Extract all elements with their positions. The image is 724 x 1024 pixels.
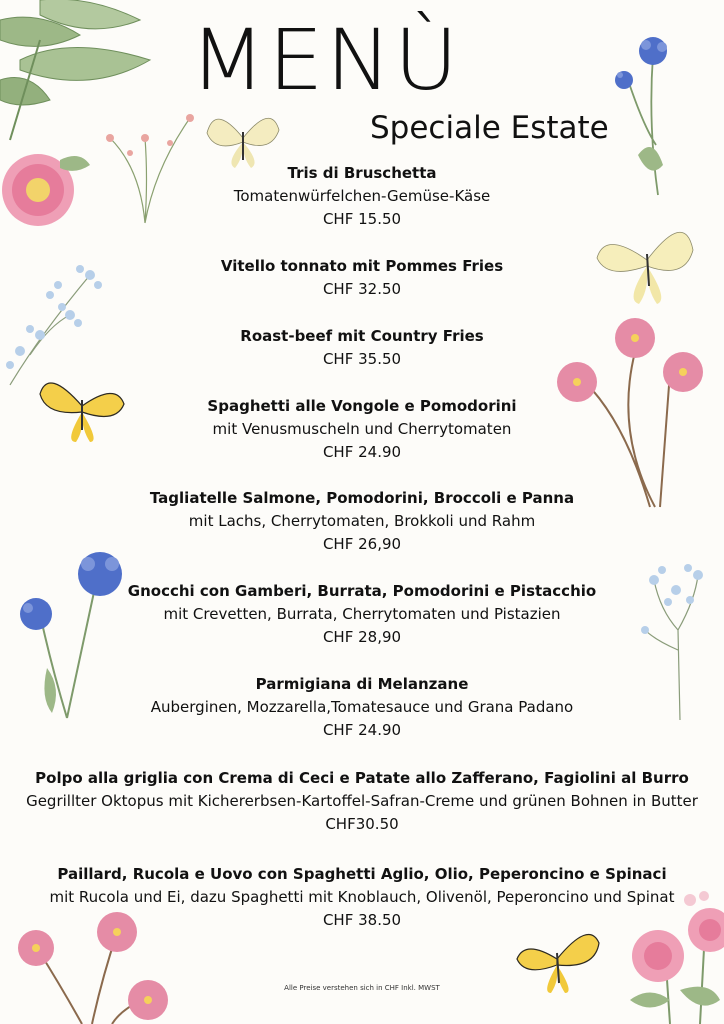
- dish-name: Polpo alla griglia con Crema di Ceci e Patate allo Zafferano, Fagiolini al Burro: [35, 769, 689, 787]
- dish-price: CHF30.50: [325, 815, 399, 833]
- dish-name: Tagliatelle Salmone, Pomodorini, Broccoli e Panna: [149, 489, 575, 507]
- menu-item: [0, 673, 724, 742]
- dish-description: mit Venusmuscheln und Cherrytomaten: [212, 420, 512, 438]
- dish-description: Gegrillter Oktopus mit Kichererbsen-Kartoffel-Safran-Creme und grünen Bohnen in Butter: [26, 792, 698, 810]
- dish-price: CHF 28,90: [322, 628, 402, 646]
- dish-description: mit Lachs, Cherrytomaten, Brokkoli und Rahm: [188, 512, 536, 530]
- menu-item: [0, 395, 724, 464]
- page-title: MENÙ: [189, 11, 461, 109]
- dish-description: mit Crevetten, Burrata, Cherrytomaten und Pistazien: [163, 605, 561, 623]
- dish-description: Auberginen, Mozzarella,Tomatesauce und Grana Padano: [150, 698, 574, 716]
- dish-name: Roast-beef mit Country Fries: [240, 327, 484, 345]
- menu-item: [0, 767, 724, 836]
- menu-item: [0, 162, 724, 231]
- dish-price: CHF 32.50: [322, 280, 402, 298]
- menu-item: [0, 255, 724, 301]
- dish-price: CHF 35.50: [322, 350, 402, 368]
- page-subtitle: Speciale Estate: [370, 110, 609, 146]
- dish-name: Vitello tonnato mit Pommes Fries: [220, 257, 504, 275]
- dish-price: CHF 26,90: [322, 535, 402, 553]
- dish-price: CHF 24.90: [322, 721, 402, 739]
- menu-item: [0, 580, 724, 649]
- dish-name: Tris di Bruschetta: [287, 164, 437, 182]
- dish-name: Spaghetti alle Vongole e Pomodorini: [207, 397, 517, 415]
- dish-price: CHF 38.50: [322, 911, 402, 929]
- price-footnote: Alle Preise verstehen sich in CHF Inkl. MWST: [284, 984, 440, 992]
- dish-name: Paillard, Rucola e Uovo con Spaghetti Aglio, Olio, Peperoncino e Spinaci: [57, 865, 667, 883]
- dish-name: Gnocchi con Gamberi, Burrata, Pomodorini e Pistacchio: [127, 582, 597, 600]
- dish-name: Parmigiana di Melanzane: [255, 675, 469, 693]
- dish-price: CHF 15.50: [322, 210, 402, 228]
- menu-item: [0, 863, 724, 932]
- dish-description: mit Rucola und Ei, dazu Spaghetti mit Knoblauch, Olivenöl, Peperoncino und Spinat: [49, 888, 675, 906]
- menu-item: [0, 487, 724, 556]
- menu-item: [0, 325, 724, 371]
- dish-description: Tomatenwürfelchen-Gemüse-Käse: [233, 187, 491, 205]
- dish-price: CHF 24.90: [322, 443, 402, 461]
